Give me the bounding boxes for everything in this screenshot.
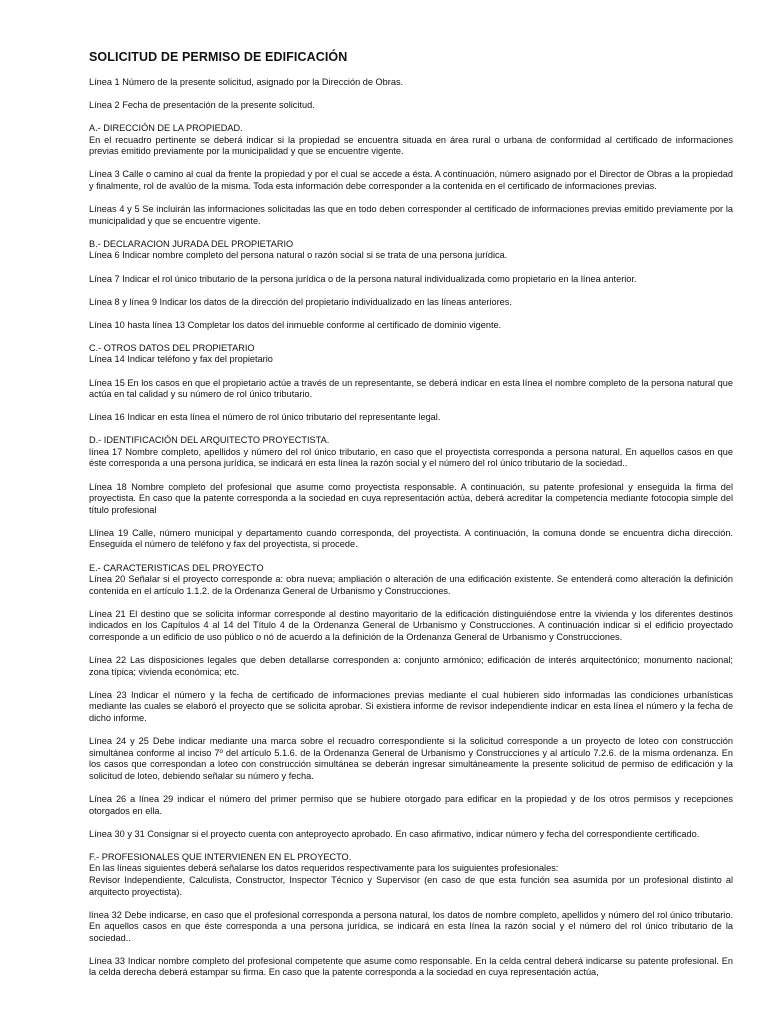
section-heading: A.- DIRECCIÓN DE LA PROPIEDAD.	[89, 123, 243, 134]
paragraph	[89, 528, 733, 551]
paragraph	[89, 690, 733, 725]
paragraph-text: Línea 20 Señalar si el proyecto corresponde a: obra nueva; ampliación o alteración de una edificación existente. Se entenderá como alteración la definición contenida en el artículo 1.1.2. de la Ordenanza General de Urbanismo y Construcciones.	[89, 574, 733, 596]
paragraph	[89, 100, 733, 112]
paragraph-text: Línea 24 y 25 Debe indicar mediante una marca sobre el recuadro correspondiente si la solicitud corresponde a un proyecto de loteo con construcción simultánea conforme al inciso 7º del artículo 5.1.6. de la Ordenanza General de Urbanismo y Construcciones y al artículo 7.2.6. de la misma ordenanza. En los casos que correspondan a loteo con construcción simultánea se deberán ingresar simultáneamente la presente solicitud de permiso de edificación y la solicitud de loteo, debiendo señalar su número y fecha.	[89, 736, 733, 781]
paragraph	[89, 956, 733, 979]
paragraph-text: Línea 2 Fecha de presentación de la presente solicitud.	[89, 100, 315, 111]
paragraph-text: Línea 23 Indicar el número y la fecha de certificado de informaciones previas mediante el cual hubieren sido informadas las condiciones urbanísticas mediante las cuales se elaboró el proyecto que se solicita aprobar. Si existiera informe de revisor independiente indicar en esta línea el número y la fecha de dicho informe.	[89, 689, 733, 723]
paragraph-text: Línea 15 En los casos en que el propietario actúe a través de un representante, se deberá indicar en esta línea el nombre completo de la persona natural que actúa en tal calidad y su número de rol único tributario.	[89, 377, 733, 400]
paragraph	[89, 378, 733, 401]
paragraph-text: Línea 14 Indicar teléfono y fax del propietario	[89, 354, 273, 365]
paragraph-text: Línea 22 Las disposiciones legales que deben detallarse corresponden a: conjunto armónico; edificación de interés arquitectónico; monumento nacional; zona típica; vivienda económica; etc.	[89, 655, 733, 677]
paragraph-text: Línea 18 Nombre completo del profesional que asume como proyectista responsable. A continuación, su patente profesional y enseguida la firma del proyectista. En caso que la patente corresponda a la sociedad en cuya representación actúa, deberá acreditar la competencia mediante fotocopia simple del título profesional	[89, 481, 733, 515]
document-title: SOLICITUD DE PERMISO DE EDIFICACIÓN	[89, 50, 348, 64]
paragraph-text: Línea 10 hasta línea 13 Completar los datos del inmueble conforme al certificado de dominio vigente.	[89, 319, 502, 330]
paragraph-text: Línea 3 Calle o camino al cual da frente la propiedad y por el cual se accede a ésta. A continuación, número asignado por el Director de Obras a la propiedad y finalmente, rol de avalúo de la misma. Toda esta información debe corresponder a la contenida en el certificado de informaciones previas.	[89, 169, 733, 192]
paragraph-text: En las líneas siguientes deberá señalarse los datos requeridos respectivamente para los suiguientes profesionales: Revisor Independiente, Calculista, Constructor, Inspector Técnico y Supervisor (en caso de que esta función sea asumida por un profesional distinto al arquitecto proyectista).	[89, 863, 733, 897]
paragraph	[89, 343, 733, 366]
paragraph	[89, 609, 733, 644]
paragraph	[89, 274, 733, 286]
paragraph	[89, 655, 733, 678]
paragraph-text: En el recuadro pertinente se deberá indicar si la propiedad se encuentra situada en área rural o urbana de conformidad al certificado de informaciones previas emitido previamente por la municipalidad y que se encuentre vigente.	[89, 134, 733, 157]
paragraph	[89, 829, 733, 841]
paragraph-text: Línea 1 Número de la presente solicitud, asignado por la Dirección de Obras.	[89, 77, 404, 87]
paragraph	[89, 123, 733, 158]
document-page	[89, 49, 733, 991]
paragraph-text: Llínea 19 Calle, número municipal y departamento cuando corresponda, del proyectista. A continuación, la comuna donde se encuentra dicha dirección. Enseguida el número de teléfono y fax del proyectista, si procede.	[89, 527, 733, 550]
paragraph	[89, 77, 733, 89]
paragraph	[89, 169, 733, 192]
paragraph-text: Línea 6 Indicar nombre completo del persona natural o razón social si se trata de una persona jurídica.	[89, 250, 508, 261]
paragraph-text: Línea 16 Indicar en esta línea el número de rol único tributario del representante legal.	[89, 412, 441, 423]
section-heading: F.- PROFESIONALES QUE INTERVIENEN EN EL PROYECTO.	[89, 851, 352, 862]
paragraph-text: Línea 26 a línea 29 indicar el número del primer permiso que se hubiere otorgado para edificar en la propiedad y de los otros permisos y recepciones otorgados en ella.	[89, 793, 733, 816]
section-heading: D.- IDENTIFICACIÓN DEL ARQUITECTO PROYECTISTA.	[89, 435, 330, 446]
paragraph-text: Línea 30 y 31 Consignar si el proyecto cuenta con anteproyecto aprobado. En caso afirmativo, indicar número y fecha del correspondiente certificado.	[89, 828, 700, 839]
paragraph	[89, 910, 733, 945]
section-heading: B.- DECLARACION JURADA DEL PROPIETARIO	[89, 238, 294, 249]
paragraph-text: Línea 8 y línea 9 Indicar los datos de la dirección del propietario individualizado en las líneas anteriores.	[89, 296, 512, 307]
paragraph-text: línea 32 Debe indicarse, en caso que el profesional corresponda a persona natural, los datos de nombre completo, apellidos y número del rol único tributario. En aquellos casos en que éste corresponda a una persona jurídica, se indicará en esta línea la razón social y el número del rol único tributario de la sociedad..	[89, 909, 733, 943]
paragraph-text: Línea 7 Indicar el rol único tributario de la persona jurídica o de la persona natural individualizada como propietario en la línea anterior.	[89, 273, 637, 284]
paragraph-text: Línea 33 Indicar nombre completo del profesional competente que asume como responsable. En la celda central deberá indicarse su patente profesional. En la celda derecha deberá estampar su firma. En caso que la patente corresponda a la sociedad en cuya representación actúa,	[89, 955, 733, 978]
section-heading: C.- OTROS DATOS DEL PROPIETARIO	[89, 342, 255, 353]
paragraph	[89, 736, 733, 782]
paragraph	[89, 794, 733, 817]
paragraph	[89, 852, 733, 898]
paragraph	[89, 239, 733, 262]
paragraph-text: Línea 21 El destino que se solicita informar corresponde al destino mayoritario de la edificación distinguiéndose entre la vivienda y los diferentes destinos indicados en los Capítulos 4 al 14 del Título 4 de la Ordenanza General de Urbanismo y Construcciones. A continuación indicar si el edificio proyectado corresponde a un edificio de uso público o nó de acuerdo a la definición de la Ordenanza General de Urbanismo y Construcciones.	[89, 608, 733, 642]
paragraph	[89, 435, 733, 470]
paragraph	[89, 412, 733, 424]
paragraph	[89, 563, 733, 598]
paragraph	[89, 482, 733, 517]
paragraph-text: Líneas 4 y 5 Se incluirán las informaciones solicitadas las que en todo deben corresponder al certificado de informaciones previas emitido previamente por la municipalidad y que se encuentre vigente.	[89, 204, 733, 226]
paragraph	[89, 297, 733, 309]
paragraph	[89, 320, 733, 332]
section-heading: E.- CARACTERISTICAS DEL PROYECTO	[89, 562, 264, 573]
paragraph-text: línea 17 Nombre completo, apellidos y número del rol único tributario, en caso que el proyectista corresponda a persona natural. En aquellos casos en que éste corresponda a una persona jurídica, se indicará en esta línea la razón social y el número del rol único tributario de la sociedad..	[89, 446, 733, 469]
paragraph	[89, 204, 733, 227]
